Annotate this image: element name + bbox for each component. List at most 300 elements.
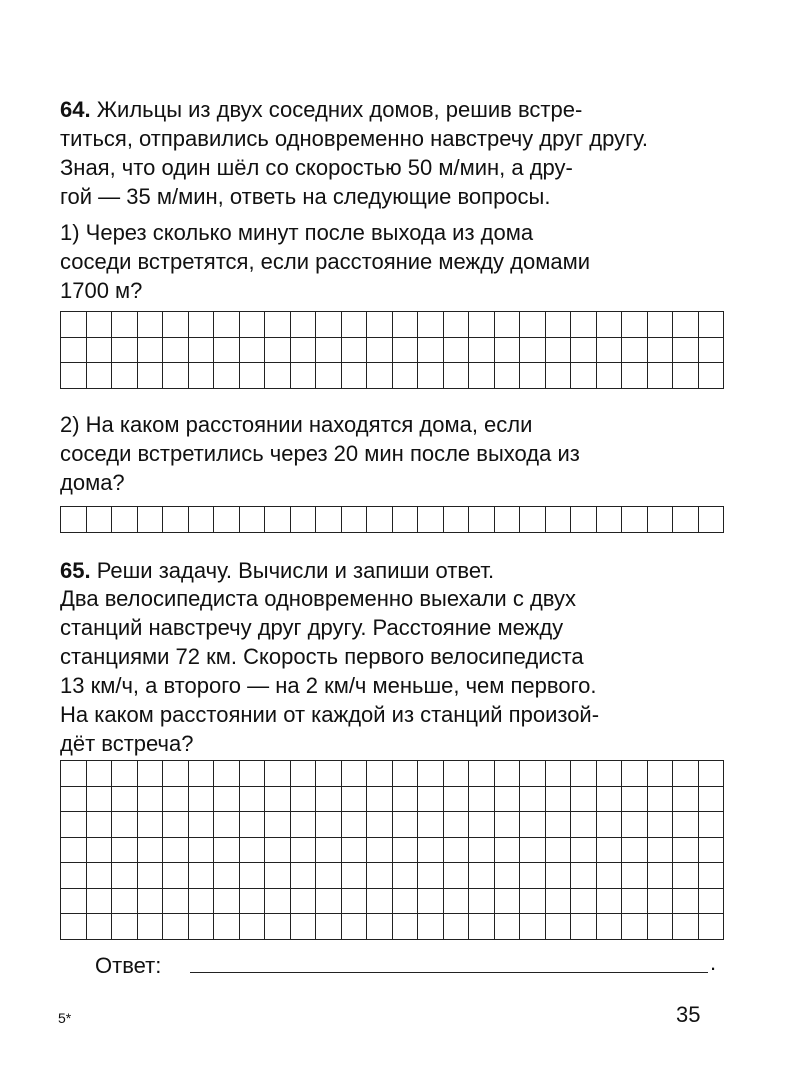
- grid-cell[interactable]: [87, 507, 113, 533]
- grid-cell[interactable]: [163, 363, 189, 389]
- grid-cell[interactable]: [189, 363, 215, 389]
- grid-cell[interactable]: [571, 363, 597, 389]
- grid-cell[interactable]: [316, 787, 342, 813]
- grid-cell[interactable]: [546, 812, 572, 838]
- grid-cell[interactable]: [189, 312, 215, 338]
- answer-period: .: [710, 950, 717, 975]
- grid-cell[interactable]: [316, 761, 342, 787]
- grid-cell[interactable]: [495, 838, 521, 864]
- grid-cell[interactable]: [393, 914, 419, 940]
- grid-cell[interactable]: [265, 889, 291, 915]
- grid-cell[interactable]: [189, 889, 215, 915]
- grid-cell[interactable]: [571, 838, 597, 864]
- grid-cell[interactable]: [163, 507, 189, 533]
- grid-cell[interactable]: [546, 507, 572, 533]
- grid-cell[interactable]: [648, 338, 674, 364]
- grid-cell[interactable]: [648, 812, 674, 838]
- problem-65-line-5: 13 км/ч, а второго — на 2 км/ч меньше, чем первого.: [60, 673, 597, 698]
- grid-cell[interactable]: [87, 312, 113, 338]
- grid-cell[interactable]: [648, 312, 674, 338]
- grid-cell[interactable]: [597, 338, 623, 364]
- grid-cell[interactable]: [316, 838, 342, 864]
- grid-cell[interactable]: [61, 761, 87, 787]
- grid-cell[interactable]: [189, 507, 215, 533]
- grid-cell[interactable]: [316, 812, 342, 838]
- grid-cell[interactable]: [61, 787, 87, 813]
- grid-cell[interactable]: [622, 863, 648, 889]
- grid-cell[interactable]: [444, 914, 470, 940]
- grid-cell[interactable]: [138, 312, 164, 338]
- grid-cell[interactable]: [622, 761, 648, 787]
- grid-cell[interactable]: [240, 914, 266, 940]
- grid-cell[interactable]: [520, 338, 546, 364]
- grid-cell[interactable]: [87, 761, 113, 787]
- grid-cell[interactable]: [699, 914, 725, 940]
- grid-cell[interactable]: [622, 787, 648, 813]
- problem-64-line-4: гой — 35 м/мин, ответь на следующие вопросы.: [60, 184, 551, 209]
- grid-cell[interactable]: [240, 363, 266, 389]
- grid-cell[interactable]: [342, 338, 368, 364]
- grid-cell[interactable]: [138, 863, 164, 889]
- grid-cell[interactable]: [214, 338, 240, 364]
- grid-cell[interactable]: [138, 889, 164, 915]
- grid-cell[interactable]: [265, 507, 291, 533]
- grid-cell[interactable]: [520, 761, 546, 787]
- grid-cell[interactable]: [61, 889, 87, 915]
- grid-cell[interactable]: [648, 363, 674, 389]
- grid-cell[interactable]: [112, 889, 138, 915]
- grid-cell[interactable]: [240, 507, 266, 533]
- grid-cell[interactable]: [367, 889, 393, 915]
- problem-65-line-3: станций навстречу друг другу. Расстояние между: [60, 615, 564, 640]
- grid-cell[interactable]: [520, 863, 546, 889]
- answer-grid-q2[interactable]: [60, 506, 724, 533]
- problem-64-line-1: 64. Жильцы из двух соседних домов, решив встре-: [60, 97, 583, 122]
- grid-cell[interactable]: [342, 863, 368, 889]
- grid-cell[interactable]: [214, 889, 240, 915]
- grid-cell[interactable]: [240, 312, 266, 338]
- grid-cell[interactable]: [265, 338, 291, 364]
- grid-cell[interactable]: [418, 363, 444, 389]
- question-2-line-3: дома?: [60, 470, 125, 495]
- grid-cell[interactable]: [189, 338, 215, 364]
- grid-cell[interactable]: [520, 914, 546, 940]
- grid-cell[interactable]: [495, 889, 521, 915]
- grid-cell[interactable]: [316, 889, 342, 915]
- grid-cell[interactable]: [214, 507, 240, 533]
- grid-cell[interactable]: [163, 914, 189, 940]
- grid-cell[interactable]: [87, 914, 113, 940]
- grid-cell[interactable]: [418, 914, 444, 940]
- grid-cell[interactable]: [163, 889, 189, 915]
- grid-cell[interactable]: [316, 914, 342, 940]
- answer-grid-q1[interactable]: [60, 311, 724, 389]
- grid-cell[interactable]: [648, 507, 674, 533]
- grid-cell[interactable]: [393, 312, 419, 338]
- grid-cell[interactable]: [622, 812, 648, 838]
- grid-cell[interactable]: [495, 787, 521, 813]
- grid-cell[interactable]: [444, 761, 470, 787]
- grid-cell[interactable]: [367, 507, 393, 533]
- grid-cell[interactable]: [61, 338, 87, 364]
- grid-cell[interactable]: [367, 863, 393, 889]
- grid-cell[interactable]: [342, 507, 368, 533]
- grid-cell[interactable]: [546, 363, 572, 389]
- grid-cell[interactable]: [546, 761, 572, 787]
- grid-cell[interactable]: [597, 863, 623, 889]
- grid-cell[interactable]: [699, 787, 725, 813]
- grid-cell[interactable]: [138, 761, 164, 787]
- grid-cell[interactable]: [342, 787, 368, 813]
- grid-cell[interactable]: [597, 812, 623, 838]
- grid-cell[interactable]: [418, 889, 444, 915]
- grid-cell[interactable]: [367, 914, 393, 940]
- grid-cell[interactable]: [495, 863, 521, 889]
- grid-cell[interactable]: [214, 914, 240, 940]
- grid-cell[interactable]: [673, 889, 699, 915]
- grid-cell[interactable]: [393, 761, 419, 787]
- grid-cell[interactable]: [546, 863, 572, 889]
- grid-cell[interactable]: [138, 507, 164, 533]
- grid-cell[interactable]: [342, 312, 368, 338]
- grid-cell[interactable]: [240, 838, 266, 864]
- grid-cell[interactable]: [214, 812, 240, 838]
- grid-cell[interactable]: [87, 889, 113, 915]
- grid-cell[interactable]: [138, 838, 164, 864]
- grid-cell[interactable]: [622, 363, 648, 389]
- grid-cell[interactable]: [495, 507, 521, 533]
- grid-cell[interactable]: [469, 914, 495, 940]
- grid-cell[interactable]: [112, 838, 138, 864]
- grid-cell[interactable]: [265, 312, 291, 338]
- grid-cell[interactable]: [291, 863, 317, 889]
- grid-cell[interactable]: [597, 838, 623, 864]
- grid-cell[interactable]: [571, 787, 597, 813]
- grid-cell[interactable]: [291, 838, 317, 864]
- grid-cell[interactable]: [520, 507, 546, 533]
- grid-cell[interactable]: [699, 889, 725, 915]
- grid-cell[interactable]: [469, 838, 495, 864]
- grid-cell[interactable]: [189, 914, 215, 940]
- grid-cell[interactable]: [495, 761, 521, 787]
- grid-cell[interactable]: [393, 363, 419, 389]
- grid-cell[interactable]: [648, 914, 674, 940]
- grid-cell[interactable]: [673, 812, 699, 838]
- grid-cell[interactable]: [418, 312, 444, 338]
- grid-cell[interactable]: [265, 761, 291, 787]
- grid-cell[interactable]: [469, 863, 495, 889]
- grid-cell[interactable]: [418, 338, 444, 364]
- grid-cell[interactable]: [622, 838, 648, 864]
- grid-cell[interactable]: [61, 507, 87, 533]
- grid-cell[interactable]: [342, 914, 368, 940]
- grid-cell[interactable]: [546, 838, 572, 864]
- grid-cell[interactable]: [112, 914, 138, 940]
- page-number: 35: [676, 1002, 701, 1027]
- grid-cell[interactable]: [214, 838, 240, 864]
- grid-cell[interactable]: [240, 812, 266, 838]
- grid-cell[interactable]: [469, 312, 495, 338]
- grid-cell[interactable]: [571, 812, 597, 838]
- grid-cell[interactable]: [265, 914, 291, 940]
- grid-cell[interactable]: [444, 863, 470, 889]
- grid-cell[interactable]: [367, 312, 393, 338]
- grid-cell[interactable]: [367, 787, 393, 813]
- grid-cell[interactable]: [571, 889, 597, 915]
- grid-cell[interactable]: [597, 363, 623, 389]
- grid-cell[interactable]: [112, 363, 138, 389]
- grid-cell[interactable]: [597, 889, 623, 915]
- problem-64-line-3: Зная, что один шёл со скоростью 50 м/мин, а дру-: [60, 155, 573, 180]
- grid-cell[interactable]: [520, 312, 546, 338]
- grid-cell[interactable]: [112, 761, 138, 787]
- grid-cell[interactable]: [265, 838, 291, 864]
- grid-cell[interactable]: [61, 914, 87, 940]
- grid-cell[interactable]: [699, 863, 725, 889]
- grid-cell[interactable]: [87, 338, 113, 364]
- grid-cell[interactable]: [673, 312, 699, 338]
- grid-cell[interactable]: [418, 812, 444, 838]
- grid-cell[interactable]: [597, 914, 623, 940]
- grid-cell[interactable]: [622, 312, 648, 338]
- grid-cell[interactable]: [189, 812, 215, 838]
- grid-cell[interactable]: [393, 863, 419, 889]
- grid-cell[interactable]: [469, 507, 495, 533]
- grid-cell[interactable]: [61, 838, 87, 864]
- grid-cell[interactable]: [520, 812, 546, 838]
- grid-cell[interactable]: [571, 914, 597, 940]
- grid-cell[interactable]: [469, 812, 495, 838]
- grid-cell[interactable]: [571, 863, 597, 889]
- grid-cell[interactable]: [342, 363, 368, 389]
- grid-cell[interactable]: [597, 507, 623, 533]
- grid-cell[interactable]: [240, 338, 266, 364]
- problem-65-line-7: дёт встреча?: [60, 731, 194, 756]
- grid-cell[interactable]: [240, 787, 266, 813]
- grid-cell[interactable]: [673, 838, 699, 864]
- grid-cell[interactable]: [673, 338, 699, 364]
- grid-cell[interactable]: [61, 812, 87, 838]
- grid-cell[interactable]: [393, 338, 419, 364]
- grid-cell[interactable]: [316, 863, 342, 889]
- grid-cell[interactable]: [699, 838, 725, 864]
- grid-cell[interactable]: [673, 863, 699, 889]
- grid-cell[interactable]: [469, 338, 495, 364]
- grid-cell[interactable]: [367, 761, 393, 787]
- grid-cell[interactable]: [699, 812, 725, 838]
- grid-cell[interactable]: [444, 338, 470, 364]
- grid-cell[interactable]: [214, 312, 240, 338]
- grid-cell[interactable]: [622, 507, 648, 533]
- grid-cell[interactable]: [367, 838, 393, 864]
- grid-cell[interactable]: [87, 363, 113, 389]
- grid-cell[interactable]: [214, 863, 240, 889]
- grid-cell[interactable]: [393, 507, 419, 533]
- grid-cell[interactable]: [189, 787, 215, 813]
- grid-cell[interactable]: [444, 812, 470, 838]
- grid-cell[interactable]: [189, 863, 215, 889]
- grid-cell[interactable]: [342, 889, 368, 915]
- grid-cell[interactable]: [342, 812, 368, 838]
- grid-cell[interactable]: [546, 338, 572, 364]
- grid-cell[interactable]: [495, 812, 521, 838]
- grid-cell[interactable]: [316, 363, 342, 389]
- grid-cell[interactable]: [495, 312, 521, 338]
- grid-cell[interactable]: [444, 363, 470, 389]
- grid-cell[interactable]: [214, 787, 240, 813]
- grid-cell[interactable]: [163, 761, 189, 787]
- grid-cell[interactable]: [393, 812, 419, 838]
- grid-cell[interactable]: [597, 787, 623, 813]
- grid-cell[interactable]: [418, 787, 444, 813]
- grid-cell[interactable]: [699, 338, 725, 364]
- grid-cell[interactable]: [316, 338, 342, 364]
- grid-cell[interactable]: [342, 761, 368, 787]
- grid-cell[interactable]: [367, 363, 393, 389]
- grid-cell[interactable]: [495, 914, 521, 940]
- grid-cell[interactable]: [648, 761, 674, 787]
- grid-cell[interactable]: [520, 787, 546, 813]
- grid-cell[interactable]: [214, 363, 240, 389]
- grid-cell[interactable]: [393, 838, 419, 864]
- grid-cell[interactable]: [342, 838, 368, 864]
- grid-cell[interactable]: [240, 889, 266, 915]
- grid-cell[interactable]: [291, 363, 317, 389]
- grid-cell[interactable]: [163, 338, 189, 364]
- grid-cell[interactable]: [291, 507, 317, 533]
- answer-grid-65[interactable]: [60, 760, 724, 940]
- grid-cell[interactable]: [112, 338, 138, 364]
- grid-cell[interactable]: [61, 312, 87, 338]
- grid-cell[interactable]: [648, 889, 674, 915]
- grid-cell[interactable]: [291, 889, 317, 915]
- grid-cell[interactable]: [418, 761, 444, 787]
- grid-cell[interactable]: [699, 761, 725, 787]
- grid-cell[interactable]: [163, 787, 189, 813]
- grid-cell[interactable]: [444, 312, 470, 338]
- grid-cell[interactable]: [469, 889, 495, 915]
- grid-cell[interactable]: [571, 338, 597, 364]
- grid-cell[interactable]: [469, 761, 495, 787]
- grid-cell[interactable]: [291, 812, 317, 838]
- grid-cell[interactable]: [597, 312, 623, 338]
- grid-cell[interactable]: [112, 863, 138, 889]
- grid-cell[interactable]: [112, 507, 138, 533]
- grid-cell[interactable]: [138, 363, 164, 389]
- grid-cell[interactable]: [444, 507, 470, 533]
- grid-cell[interactable]: [571, 507, 597, 533]
- grid-cell[interactable]: [87, 838, 113, 864]
- grid-cell[interactable]: [520, 838, 546, 864]
- grid-cell[interactable]: [571, 761, 597, 787]
- grid-cell[interactable]: [87, 812, 113, 838]
- grid-cell[interactable]: [265, 812, 291, 838]
- grid-cell[interactable]: [699, 507, 725, 533]
- grid-cell[interactable]: [163, 838, 189, 864]
- grid-cell[interactable]: [138, 787, 164, 813]
- grid-cell[interactable]: [87, 787, 113, 813]
- grid-cell[interactable]: [138, 914, 164, 940]
- grid-cell[interactable]: [571, 312, 597, 338]
- grid-cell[interactable]: [163, 312, 189, 338]
- grid-cell[interactable]: [622, 338, 648, 364]
- grid-cell[interactable]: [673, 914, 699, 940]
- grid-cell[interactable]: [418, 838, 444, 864]
- grid-cell[interactable]: [648, 787, 674, 813]
- grid-cell[interactable]: [265, 787, 291, 813]
- grid-cell[interactable]: [367, 812, 393, 838]
- grid-cell[interactable]: [546, 312, 572, 338]
- grid-cell[interactable]: [546, 787, 572, 813]
- grid-cell[interactable]: [495, 338, 521, 364]
- grid-cell[interactable]: [316, 507, 342, 533]
- grid-cell[interactable]: [546, 889, 572, 915]
- grid-cell[interactable]: [367, 338, 393, 364]
- grid-cell[interactable]: [61, 863, 87, 889]
- grid-cell[interactable]: [622, 914, 648, 940]
- grid-cell[interactable]: [520, 889, 546, 915]
- grid-cell[interactable]: [393, 787, 419, 813]
- grid-cell[interactable]: [699, 363, 725, 389]
- grid-cell[interactable]: [418, 507, 444, 533]
- grid-cell[interactable]: [393, 889, 419, 915]
- grid-cell[interactable]: [189, 761, 215, 787]
- problem-65-line-6: На каком расстоянии от каждой из станций произой-: [60, 702, 600, 727]
- grid-cell[interactable]: [673, 507, 699, 533]
- grid-cell[interactable]: [138, 812, 164, 838]
- grid-cell[interactable]: [291, 761, 317, 787]
- grid-cell[interactable]: [163, 863, 189, 889]
- grid-cell[interactable]: [469, 363, 495, 389]
- grid-cell[interactable]: [265, 363, 291, 389]
- grid-cell[interactable]: [673, 761, 699, 787]
- grid-cell[interactable]: [546, 914, 572, 940]
- grid-cell[interactable]: [291, 787, 317, 813]
- grid-cell[interactable]: [265, 863, 291, 889]
- grid-cell[interactable]: [87, 863, 113, 889]
- answer-line[interactable]: [190, 972, 708, 973]
- grid-cell[interactable]: [495, 363, 521, 389]
- grid-cell[interactable]: [673, 363, 699, 389]
- grid-cell[interactable]: [291, 312, 317, 338]
- grid-cell[interactable]: [316, 312, 342, 338]
- grid-cell[interactable]: [61, 363, 87, 389]
- grid-cell[interactable]: [214, 761, 240, 787]
- grid-cell[interactable]: [444, 787, 470, 813]
- grid-cell[interactable]: [291, 338, 317, 364]
- grid-cell[interactable]: [597, 761, 623, 787]
- grid-cell[interactable]: [673, 787, 699, 813]
- grid-cell[interactable]: [189, 838, 215, 864]
- grid-cell[interactable]: [163, 812, 189, 838]
- grid-cell[interactable]: [240, 761, 266, 787]
- grid-cell[interactable]: [444, 889, 470, 915]
- grid-cell[interactable]: [138, 338, 164, 364]
- grid-cell[interactable]: [112, 312, 138, 338]
- grid-cell[interactable]: [418, 863, 444, 889]
- grid-cell[interactable]: [648, 838, 674, 864]
- grid-cell[interactable]: [291, 914, 317, 940]
- grid-cell[interactable]: [520, 363, 546, 389]
- grid-cell[interactable]: [112, 787, 138, 813]
- grid-cell[interactable]: [648, 863, 674, 889]
- grid-cell[interactable]: [622, 889, 648, 915]
- grid-cell[interactable]: [444, 838, 470, 864]
- grid-cell[interactable]: [112, 812, 138, 838]
- grid-cell[interactable]: [699, 312, 725, 338]
- grid-cell[interactable]: [469, 787, 495, 813]
- grid-cell[interactable]: [240, 863, 266, 889]
